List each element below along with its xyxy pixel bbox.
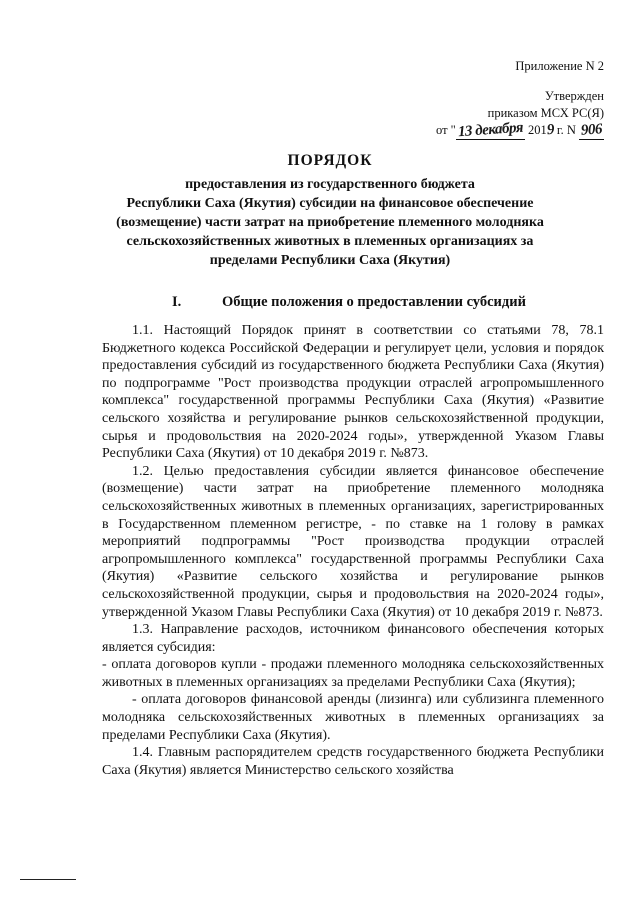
subtitle-line: пределами Республики Саха (Якутия) bbox=[209, 253, 451, 268]
section-number: I. bbox=[172, 294, 182, 310]
paragraph-1-2: 1.2. Целью предоставления субсидии является финансовое обеспечение (возмещение) части затрат на приобретение племенного молодняка сельскохозяйственных животных в племенных организациях, зарегистрированных в Государственном племенном регистре, - по ставке на 1 голову в рамках мероприятий подпрограммы "Рост производства продукции отраслей агропромышленного комплекса" государственной программы Республики Саха (Якутия) «Развитие сельского хозяйства и регулирование рынков сельскохозяйственной продукции, сырья и продовольствия на 2020-2024 годы», утвержденной Указом Главы Республики Саха (Якутия) от 10 декабря 2019 г. №873. bbox=[102, 463, 604, 620]
document-subtitle bbox=[80, 175, 580, 270]
handwritten-order-number: 906 bbox=[580, 121, 603, 139]
footnote-divider bbox=[20, 879, 76, 880]
order-date-line bbox=[344, 119, 604, 141]
subtitle-line: Республики Саха (Якутия) субсидии на финансовое обеспечение bbox=[126, 196, 534, 211]
paragraph-1-1: 1.1. Настоящий Порядок принят в соответствии со статьями 78, 78.1 Бюджетного кодекса Российской Федерации и регулирует цели, условия и порядок предоставления субсидий из государственного бюджета Республики Саха (Якутия) по подпрограмме "Рост производства продукции отраслей агропромышленного комплекса" государственной программы Республики Саха (Якутия) «Развитие сельского хозяйства и регулирование рынков сельскохозяйственной продукции, сырья и продовольствия на 2020-2024 годы», утвержденной Указом Главы Республики Саха (Якутия) от 10 декабря 2019 г. №873. bbox=[102, 323, 604, 462]
date-g-label: г. N bbox=[553, 123, 579, 137]
date-prefix: от " bbox=[436, 123, 456, 137]
appendix-label: Приложение N 2 bbox=[515, 59, 604, 73]
paragraph-1-4: 1.4. Главным распорядителем средств государственного бюджета Республики Саха (Якутия) является Министерство сельского хозяйства bbox=[102, 745, 604, 778]
paragraph-1-3: 1.3. Направление расходов, источником финансового обеспечения которых является субсидия: bbox=[102, 622, 604, 655]
document-body bbox=[102, 322, 604, 779]
list-item: - оплата договоров купли - продажи племенного молодняка сельскохозяйственных животных в племенных организациях за пределами Республики Саха (Якутия); bbox=[102, 657, 604, 690]
document-title: ПОРЯДОК bbox=[287, 152, 373, 169]
section-heading bbox=[172, 294, 526, 311]
approval-block bbox=[344, 58, 604, 140]
handwritten-date: 13 декабря bbox=[457, 119, 524, 141]
subtitle-line: предоставления из государственного бюджета bbox=[185, 177, 475, 192]
subtitle-line: (возмещение) части затрат на приобретение племенного молодняка bbox=[116, 215, 544, 230]
document-title-block bbox=[80, 152, 580, 270]
section-title: Общие положения о предоставлении субсидий bbox=[222, 294, 526, 310]
handwritten-year-digit: 9 bbox=[546, 121, 555, 139]
approved-label: Утвержден bbox=[544, 89, 604, 103]
subtitle-line: сельскохозяйственных животных в племенных организациях за bbox=[126, 234, 534, 249]
date-year-prefix: 201 bbox=[524, 123, 547, 137]
list-item: - оплата договоров финансовой аренды (лизинга) или сублизинга племенного молодняка сельскохозяйственных животных в племенных организациях за пределами Республики Саха (Якутия). bbox=[102, 692, 604, 743]
order-label: приказом МСХ РС(Я) bbox=[487, 106, 604, 120]
